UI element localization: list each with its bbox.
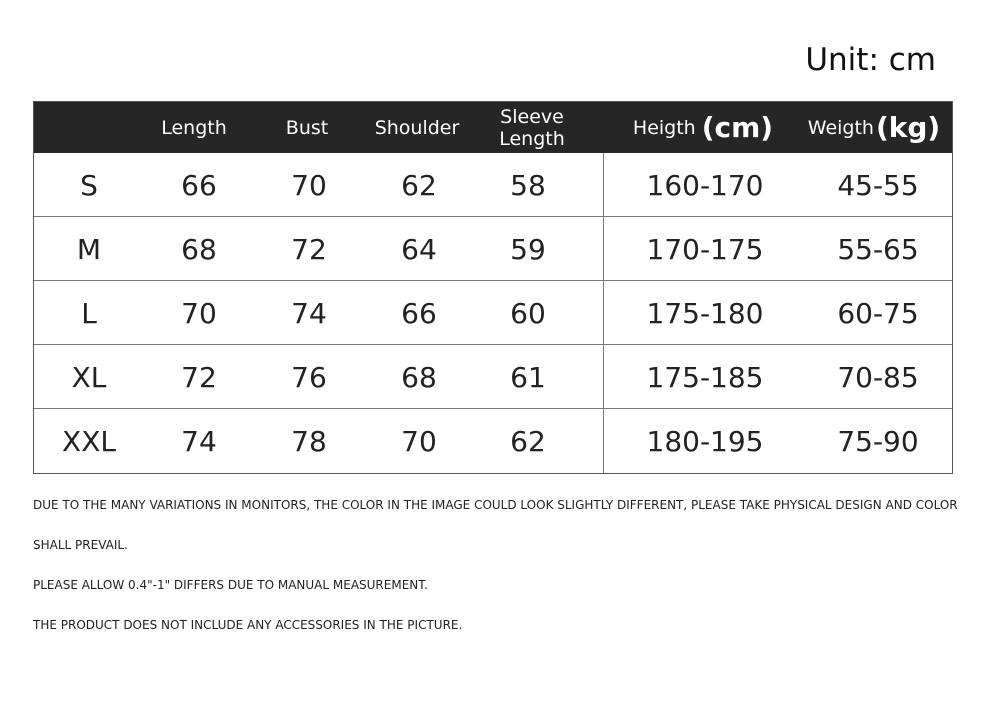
cell-bust: 74 xyxy=(291,296,327,330)
cell-length: 68 xyxy=(181,232,217,266)
cell-height: 160-170 xyxy=(646,168,764,202)
cell-bust: 70 xyxy=(291,168,327,202)
cell-shoulder: 64 xyxy=(401,232,437,266)
cell-sleeve: 60 xyxy=(510,296,546,330)
cell-bust: 76 xyxy=(291,360,327,394)
cell-shoulder: 70 xyxy=(401,424,437,458)
header-height xyxy=(603,102,803,153)
cell-size: XL xyxy=(71,360,107,394)
header-weight-unit: (kg) xyxy=(875,110,941,144)
cell-height: 170-175 xyxy=(646,232,764,266)
cell-length: 74 xyxy=(181,424,217,458)
table-row xyxy=(34,281,952,345)
cell-height: 175-180 xyxy=(646,296,764,330)
header-height-label: Heigth xyxy=(632,116,696,139)
table-row xyxy=(34,345,952,409)
cell-weight: 75-90 xyxy=(837,424,919,458)
header-height-unit: (cm) xyxy=(701,110,774,144)
cell-sleeve: 61 xyxy=(510,360,546,394)
cell-shoulder: 66 xyxy=(401,296,437,330)
cell-length: 70 xyxy=(181,296,217,330)
cell-weight: 70-85 xyxy=(837,360,919,394)
cell-weight: 60-75 xyxy=(837,296,919,330)
table-row xyxy=(34,409,952,473)
cell-sleeve: 62 xyxy=(510,424,546,458)
cell-weight: 45-55 xyxy=(837,168,919,202)
cell-size: M xyxy=(76,232,102,266)
cell-height: 175-185 xyxy=(646,360,764,394)
header-weight-label: Weigth xyxy=(807,116,874,139)
unit-label: Unit: cm xyxy=(805,42,936,78)
cell-size: L xyxy=(81,296,97,330)
note-text: PLEASE ALLOW 0.4"-1" DIFFERS DUE TO MANUAL MEASUREMENT. xyxy=(33,578,428,592)
note-text: SHALL PREVAIL. xyxy=(33,538,128,552)
header-sleeve-line2: Length xyxy=(499,127,565,150)
cell-sleeve: 59 xyxy=(510,232,546,266)
cell-sleeve: 58 xyxy=(510,168,546,202)
header-sleeve-length xyxy=(482,102,582,153)
cell-size: S xyxy=(80,168,98,202)
table-row xyxy=(34,153,952,217)
note-text: THE PRODUCT DOES NOT INCLUDE ANY ACCESSORIES IN THE PICTURE. xyxy=(33,618,463,632)
column-divider xyxy=(603,153,604,473)
note-text: DUE TO THE MANY VARIATIONS IN MONITORS, THE COLOR IN THE IMAGE COULD LOOK SLIGHTLY DIFFERENT, PLEASE TAKE PHYSICAL DESIGN AND COLOR xyxy=(33,498,958,512)
header-weight xyxy=(794,102,954,153)
cell-bust: 72 xyxy=(291,232,327,266)
cell-weight: 55-65 xyxy=(837,232,919,266)
cell-height: 180-195 xyxy=(646,424,764,458)
cell-shoulder: 68 xyxy=(401,360,437,394)
size-chart-table xyxy=(33,101,953,474)
table-header xyxy=(34,102,952,153)
cell-bust: 78 xyxy=(291,424,327,458)
cell-size: XXL xyxy=(62,424,116,458)
table-row xyxy=(34,217,952,281)
cell-length: 66 xyxy=(181,168,217,202)
header-sleeve-line1: Sleeve xyxy=(500,105,564,128)
header-length: Length xyxy=(161,116,227,139)
cell-shoulder: 62 xyxy=(401,168,437,202)
header-shoulder: Shoulder xyxy=(374,116,460,139)
header-bust: Bust xyxy=(285,116,329,139)
cell-length: 72 xyxy=(181,360,217,394)
